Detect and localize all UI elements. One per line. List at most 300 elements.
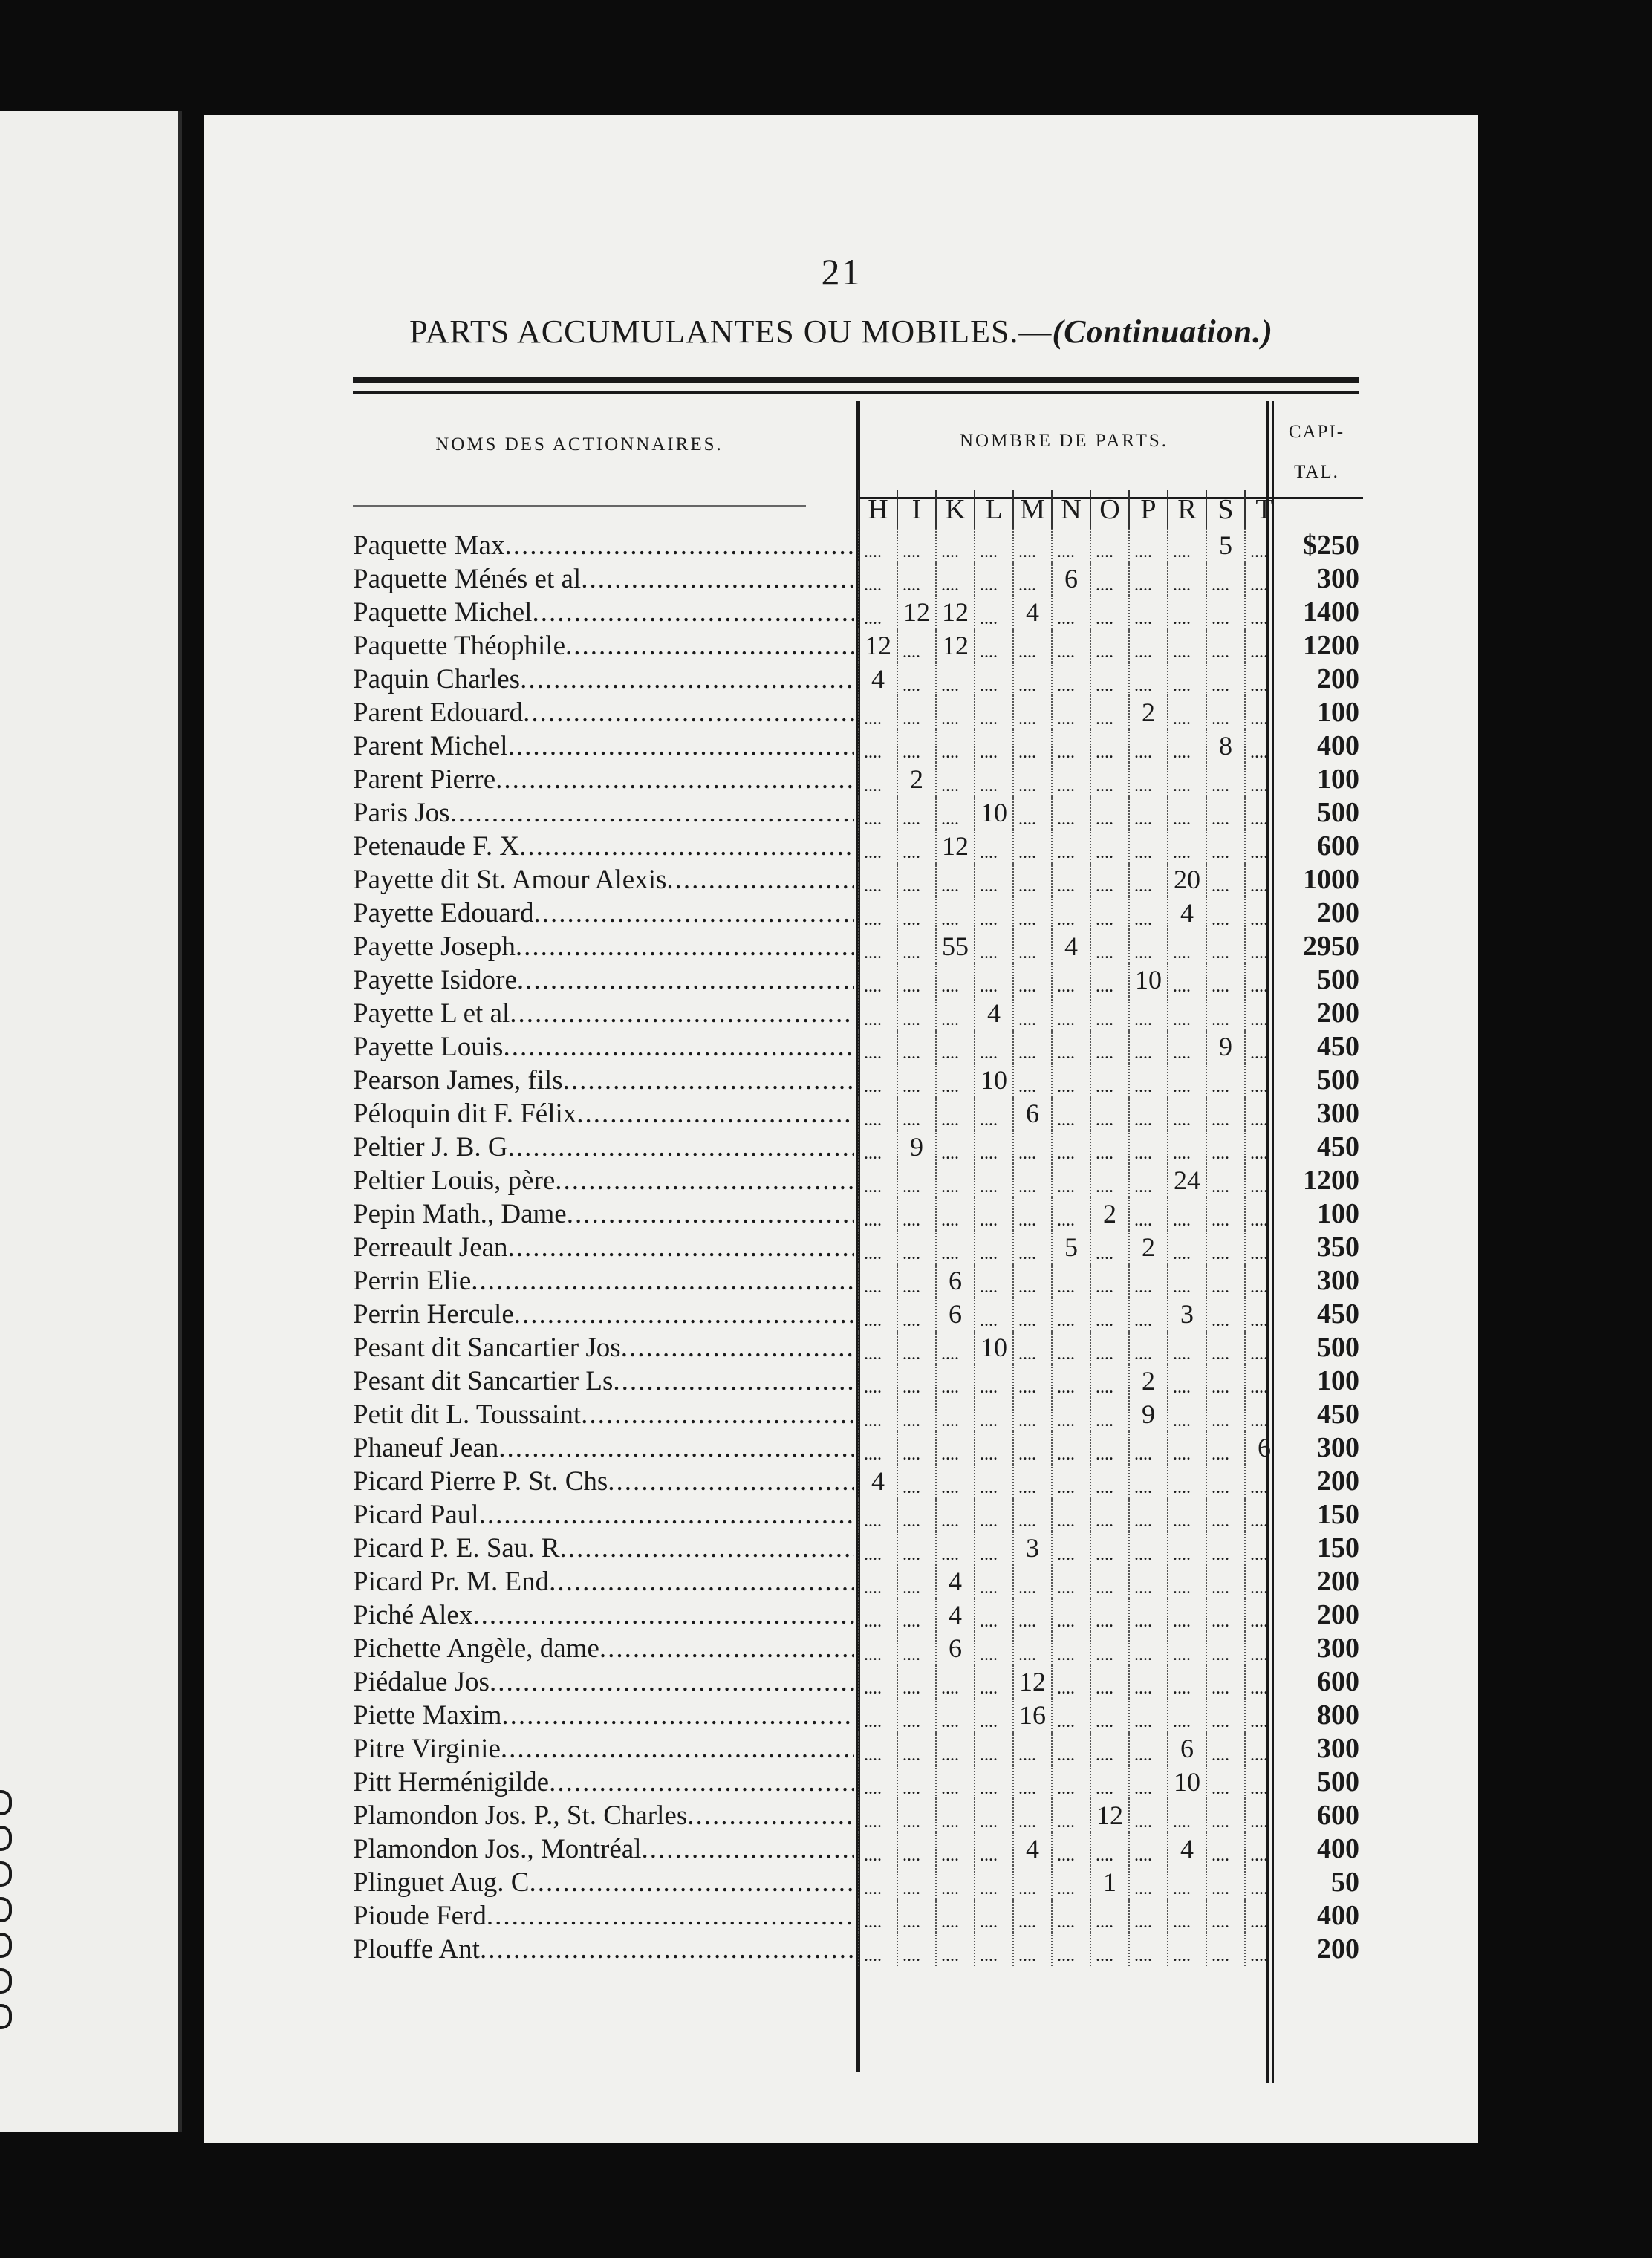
shareholder-name: Paquette Théophile ..... bbox=[353, 629, 854, 663]
parts-cell-s: 9 bbox=[1206, 1030, 1244, 1064]
capital-value: 1000 bbox=[1303, 864, 1359, 895]
parts-cell-p bbox=[1128, 1097, 1167, 1130]
parts-cell-n bbox=[1051, 897, 1090, 930]
parts-cell-r bbox=[1167, 1064, 1206, 1097]
parts-cell-r bbox=[1167, 1398, 1206, 1431]
parts-cell-i bbox=[897, 1431, 935, 1465]
parts-cell-n: 4 bbox=[1051, 930, 1090, 963]
parts-cell-r: 20 bbox=[1167, 863, 1206, 897]
parts-cell-i bbox=[897, 1465, 935, 1498]
header-rule-thin bbox=[353, 391, 1359, 394]
parts-cell-p: 2 bbox=[1128, 1231, 1167, 1264]
parts-cell-n bbox=[1051, 1064, 1090, 1097]
parts-cell-s bbox=[1206, 1565, 1244, 1598]
shareholder-name: Paquette Michel ..... bbox=[353, 596, 854, 629]
parts-cell-s bbox=[1206, 1532, 1244, 1565]
parts-cell-i bbox=[897, 1799, 935, 1832]
parts-cell-k bbox=[935, 1331, 974, 1364]
parts-cell-s bbox=[1206, 897, 1244, 930]
parts-cell-m bbox=[1012, 796, 1051, 830]
parts-cell-n bbox=[1051, 696, 1090, 729]
parts-cell-o bbox=[1090, 796, 1128, 830]
parts-cell-p bbox=[1128, 1665, 1167, 1699]
shareholder-name: Perrin Hercule ..... bbox=[353, 1298, 854, 1331]
header-names: NOMS DES ACTIONNAIRES. bbox=[435, 435, 723, 455]
parts-cell-p bbox=[1128, 1866, 1167, 1899]
parts-cell-m bbox=[1012, 1064, 1051, 1097]
parts-cell-s bbox=[1206, 1866, 1244, 1899]
table-row bbox=[353, 529, 1363, 562]
parts-cell-k bbox=[935, 696, 974, 729]
parts-cell-p bbox=[1128, 1264, 1167, 1298]
shareholder-name: Picard Paul ..... bbox=[353, 1498, 854, 1532]
parts-cell-k bbox=[935, 1665, 974, 1699]
shareholder-name: Parent Edouard ..... bbox=[353, 696, 854, 729]
shareholder-name: Pitre Virginie ..... bbox=[353, 1732, 854, 1766]
parts-cell-o bbox=[1090, 763, 1128, 796]
parts-cell-l bbox=[974, 1164, 1012, 1197]
parts-cell-i bbox=[897, 897, 935, 930]
capital-value: 100 bbox=[1317, 764, 1359, 795]
shareholder-name: Plamondon Jos. P., St. Charles ..... bbox=[353, 1799, 854, 1832]
column-letter: H bbox=[858, 490, 897, 529]
parts-cell-k bbox=[935, 562, 974, 596]
parts-cell-s bbox=[1206, 796, 1244, 830]
parts-cell-l bbox=[974, 1465, 1012, 1498]
parts-cell-k bbox=[935, 1164, 974, 1197]
parts-cell-r bbox=[1167, 1665, 1206, 1699]
shareholder-name: Paquin Charles ..... bbox=[353, 663, 854, 696]
parts-cell-k bbox=[935, 763, 974, 796]
parts-cell-s bbox=[1206, 930, 1244, 963]
parts-cell-l bbox=[974, 1598, 1012, 1632]
parts-cell-r bbox=[1167, 763, 1206, 796]
parts-cell-m bbox=[1012, 930, 1051, 963]
parts-cell-s bbox=[1206, 1598, 1244, 1632]
parts-cell-h bbox=[858, 796, 897, 830]
parts-cell-n bbox=[1051, 1164, 1090, 1197]
parts-cell-h bbox=[858, 1732, 897, 1766]
parts-cell-o bbox=[1090, 1364, 1128, 1398]
capital-value: 1200 bbox=[1303, 630, 1359, 661]
shareholder-name: Payette Joseph ..... bbox=[353, 930, 854, 963]
parts-cell-l bbox=[974, 562, 1012, 596]
parts-cell-m bbox=[1012, 1331, 1051, 1364]
parts-cell-o bbox=[1090, 1532, 1128, 1565]
parts-cell-h bbox=[858, 562, 897, 596]
parts-cell-s bbox=[1206, 1665, 1244, 1699]
shareholder-name: Picard Pr. M. End ..... bbox=[353, 1565, 854, 1598]
parts-cell-m bbox=[1012, 863, 1051, 897]
header-capital-line2: TAL. bbox=[1294, 462, 1339, 482]
parts-cell-k: 6 bbox=[935, 1298, 974, 1331]
parts-cell-s bbox=[1206, 863, 1244, 897]
parts-cell-t: 6 bbox=[1244, 1431, 1283, 1465]
parts-cell-h bbox=[858, 596, 897, 629]
parts-cell-s bbox=[1206, 1264, 1244, 1298]
parts-cell-i bbox=[897, 529, 935, 562]
parts-cell-l bbox=[974, 1899, 1012, 1933]
parts-cell-k bbox=[935, 1398, 974, 1431]
parts-cell-p bbox=[1128, 1598, 1167, 1632]
parts-cell-n bbox=[1051, 1766, 1090, 1799]
table-row bbox=[353, 1866, 1363, 1899]
parts-cell-i bbox=[897, 1164, 935, 1197]
parts-cell-m bbox=[1012, 1565, 1051, 1598]
parts-cell-i bbox=[897, 1732, 935, 1766]
parts-cell-i bbox=[897, 1933, 935, 1966]
parts-cell-h bbox=[858, 997, 897, 1030]
parts-cell-h: 4 bbox=[858, 1465, 897, 1498]
parts-cell-s bbox=[1206, 830, 1244, 863]
parts-cell-p: 10 bbox=[1128, 963, 1167, 997]
parts-cell-m bbox=[1012, 1398, 1051, 1431]
parts-cell-h: 4 bbox=[858, 663, 897, 696]
shareholder-name: Plinguet Aug. C ..... bbox=[353, 1866, 854, 1899]
parts-cell-i bbox=[897, 562, 935, 596]
parts-cell-o bbox=[1090, 1331, 1128, 1364]
parts-cell-i bbox=[897, 1565, 935, 1598]
parts-cell-r bbox=[1167, 1264, 1206, 1298]
parts-cell-r bbox=[1167, 1097, 1206, 1130]
shareholder-name: Pioude Ferd ..... bbox=[353, 1899, 854, 1933]
shareholder-name: Pesant dit Sancartier Ls ..... bbox=[353, 1364, 854, 1398]
parts-cell-h bbox=[858, 1699, 897, 1732]
capital-value: 400 bbox=[1317, 1833, 1359, 1864]
parts-cell-p bbox=[1128, 930, 1167, 963]
shareholder-name: Paris Jos ..... bbox=[353, 796, 854, 830]
parts-cell-i bbox=[897, 1064, 935, 1097]
parts-cell-o bbox=[1090, 629, 1128, 663]
parts-cell-h bbox=[858, 1097, 897, 1130]
parts-cell-h bbox=[858, 1933, 897, 1966]
parts-cell-h bbox=[858, 729, 897, 763]
parts-cell-o bbox=[1090, 997, 1128, 1030]
parts-cell-h bbox=[858, 1130, 897, 1164]
parts-cell-o bbox=[1090, 696, 1128, 729]
capital-value: 50 bbox=[1331, 1867, 1359, 1898]
capital-value: 450 bbox=[1317, 1399, 1359, 1430]
parts-cell-i bbox=[897, 1766, 935, 1799]
table-row bbox=[353, 1264, 1363, 1298]
parts-cell-p bbox=[1128, 997, 1167, 1030]
parts-cell-k bbox=[935, 1431, 974, 1465]
table-row bbox=[353, 1097, 1363, 1130]
parts-cell-h bbox=[858, 1598, 897, 1632]
parts-cell-n bbox=[1051, 529, 1090, 562]
header-capital-line1: CAPI- bbox=[1288, 422, 1345, 442]
parts-cell-s bbox=[1206, 1699, 1244, 1732]
parts-cell-i bbox=[897, 963, 935, 997]
parts-cell-k bbox=[935, 963, 974, 997]
parts-cell-i bbox=[897, 1030, 935, 1064]
table-row bbox=[353, 1197, 1363, 1231]
capital-value: 300 bbox=[1317, 1633, 1359, 1664]
parts-cell-l bbox=[974, 1431, 1012, 1465]
parts-cell-i bbox=[897, 830, 935, 863]
capital-value: 200 bbox=[1317, 663, 1359, 694]
capital-value: 300 bbox=[1317, 1733, 1359, 1764]
parts-cell-m bbox=[1012, 1298, 1051, 1331]
parts-cell-h bbox=[858, 1197, 897, 1231]
parts-cell-k: 55 bbox=[935, 930, 974, 963]
parts-cell-p bbox=[1128, 1298, 1167, 1331]
table-row bbox=[353, 863, 1363, 897]
parts-cell-k bbox=[935, 997, 974, 1030]
parts-cell-l bbox=[974, 930, 1012, 963]
parts-cell-l bbox=[974, 1498, 1012, 1532]
shareholder-name: Peltier J. B. G ..... bbox=[353, 1130, 854, 1164]
shareholder-name: Petenaude F. X ..... bbox=[353, 830, 854, 863]
parts-cell-n bbox=[1051, 1498, 1090, 1532]
parts-cell-k bbox=[935, 1532, 974, 1565]
parts-cell-k: 12 bbox=[935, 596, 974, 629]
table-row bbox=[353, 1565, 1363, 1598]
parts-cell-o bbox=[1090, 1832, 1128, 1866]
parts-cell-i: 12 bbox=[897, 596, 935, 629]
shareholder-name: Peltier Louis, père ..... bbox=[353, 1164, 854, 1197]
parts-cell-p bbox=[1128, 1933, 1167, 1966]
shareholder-name: Paquette Ménés et al ..... bbox=[353, 562, 854, 596]
parts-cell-o bbox=[1090, 1097, 1128, 1130]
parts-cell-n: 6 bbox=[1051, 562, 1090, 596]
column-letter: R bbox=[1167, 490, 1206, 529]
parts-cell-o bbox=[1090, 1565, 1128, 1598]
parts-cell-s bbox=[1206, 562, 1244, 596]
parts-cell-m bbox=[1012, 1197, 1051, 1231]
shareholder-name: Piché Alex ..... bbox=[353, 1598, 854, 1632]
column-letter: S bbox=[1206, 490, 1244, 529]
capital-value: 500 bbox=[1317, 1766, 1359, 1797]
parts-cell-n bbox=[1051, 1899, 1090, 1933]
parts-cell-n bbox=[1051, 1866, 1090, 1899]
parts-cell-m bbox=[1012, 1632, 1051, 1665]
parts-cell-r bbox=[1167, 1130, 1206, 1164]
column-letter: O bbox=[1090, 490, 1128, 529]
table-row bbox=[353, 596, 1363, 629]
parts-cell-k: 12 bbox=[935, 830, 974, 863]
parts-cell-n bbox=[1051, 596, 1090, 629]
capital-value: 300 bbox=[1317, 1098, 1359, 1129]
capital-value: 600 bbox=[1317, 1666, 1359, 1697]
document-page bbox=[204, 115, 1478, 2143]
parts-cell-p bbox=[1128, 830, 1167, 863]
parts-cell-s bbox=[1206, 1331, 1244, 1364]
parts-cell-i bbox=[897, 930, 935, 963]
parts-cell-n bbox=[1051, 1364, 1090, 1398]
parts-cell-o bbox=[1090, 729, 1128, 763]
parts-cell-k bbox=[935, 1732, 974, 1766]
parts-cell-k bbox=[935, 529, 974, 562]
parts-cell-r bbox=[1167, 1532, 1206, 1565]
shareholder-name: Péloquin dit F. Félix ..... bbox=[353, 1097, 854, 1130]
parts-cell-s bbox=[1206, 1632, 1244, 1665]
parts-cell-l bbox=[974, 663, 1012, 696]
capital-value: 400 bbox=[1317, 1900, 1359, 1931]
parts-cell-n bbox=[1051, 1264, 1090, 1298]
parts-cell-l bbox=[974, 863, 1012, 897]
parts-cell-h bbox=[858, 1498, 897, 1532]
table-row bbox=[353, 629, 1363, 663]
parts-cell-n bbox=[1051, 1632, 1090, 1665]
parts-cell-l bbox=[974, 1097, 1012, 1130]
parts-cell-n bbox=[1051, 1832, 1090, 1866]
parts-cell-m bbox=[1012, 1164, 1051, 1197]
page-number: 21 bbox=[821, 251, 862, 293]
table-row bbox=[353, 1331, 1363, 1364]
parts-cell-p bbox=[1128, 1465, 1167, 1498]
parts-cell-r bbox=[1167, 1331, 1206, 1364]
parts-cell-i bbox=[897, 1598, 935, 1632]
parts-cell-h bbox=[858, 1064, 897, 1097]
parts-cell-r bbox=[1167, 1899, 1206, 1933]
parts-cell-h bbox=[858, 1766, 897, 1799]
parts-cell-n bbox=[1051, 1130, 1090, 1164]
parts-cell-r bbox=[1167, 1231, 1206, 1264]
parts-cell-k bbox=[935, 1899, 974, 1933]
table-row bbox=[353, 1766, 1363, 1799]
parts-cell-i bbox=[897, 663, 935, 696]
shareholder-name: Payette Louis ..... bbox=[353, 1030, 854, 1064]
parts-cell-s bbox=[1206, 1766, 1244, 1799]
table-row bbox=[353, 696, 1363, 729]
parts-cell-s bbox=[1206, 1364, 1244, 1398]
parts-cell-r bbox=[1167, 1799, 1206, 1832]
parts-cell-m bbox=[1012, 830, 1051, 863]
parts-cell-s bbox=[1206, 663, 1244, 696]
parts-cell-k bbox=[935, 1832, 974, 1866]
page-title bbox=[204, 313, 1478, 351]
parts-cell-m bbox=[1012, 663, 1051, 696]
parts-cell-m bbox=[1012, 1732, 1051, 1766]
parts-cell-n bbox=[1051, 1665, 1090, 1699]
parts-cell-k bbox=[935, 1866, 974, 1899]
parts-cell-m bbox=[1012, 1130, 1051, 1164]
parts-cell-l bbox=[974, 1364, 1012, 1398]
parts-cell-m bbox=[1012, 1766, 1051, 1799]
parts-cell-l bbox=[974, 897, 1012, 930]
parts-cell-h bbox=[858, 1665, 897, 1699]
parts-cell-p bbox=[1128, 1899, 1167, 1933]
shareholder-name: Piette Maxim ..... bbox=[353, 1699, 854, 1732]
table-row bbox=[353, 1398, 1363, 1431]
parts-cell-h bbox=[858, 1431, 897, 1465]
parts-cell-p bbox=[1128, 562, 1167, 596]
parts-cell-l: 10 bbox=[974, 1331, 1012, 1364]
parts-cell-r bbox=[1167, 830, 1206, 863]
parts-cell-h bbox=[858, 863, 897, 897]
parts-cell-h bbox=[858, 529, 897, 562]
parts-cell-s bbox=[1206, 763, 1244, 796]
title-main: PARTS ACCUMULANTES OU MOBILES.— bbox=[409, 313, 1053, 350]
column-letter: L bbox=[974, 490, 1012, 529]
parts-cell-p bbox=[1128, 1766, 1167, 1799]
parts-cell-l bbox=[974, 1130, 1012, 1164]
parts-cell-l bbox=[974, 1298, 1012, 1331]
title-suffix: (Continuation.) bbox=[1052, 313, 1273, 350]
parts-cell-l bbox=[974, 763, 1012, 796]
parts-cell-m bbox=[1012, 629, 1051, 663]
parts-cell-r: 24 bbox=[1167, 1164, 1206, 1197]
parts-cell-n bbox=[1051, 1532, 1090, 1565]
parts-cell-h bbox=[858, 1231, 897, 1264]
parts-cell-n bbox=[1051, 1933, 1090, 1966]
table-row bbox=[353, 729, 1363, 763]
parts-cell-i bbox=[897, 1699, 935, 1732]
parts-cell-s bbox=[1206, 1933, 1244, 1966]
parts-cell-o bbox=[1090, 863, 1128, 897]
capital-value: 800 bbox=[1317, 1699, 1359, 1731]
column-letter: I bbox=[897, 490, 935, 529]
parts-cell-o bbox=[1090, 1030, 1128, 1064]
parts-cell-i: 2 bbox=[897, 763, 935, 796]
parts-cell-n bbox=[1051, 1565, 1090, 1598]
parts-cell-p: 2 bbox=[1128, 696, 1167, 729]
table-row bbox=[353, 796, 1363, 830]
parts-cell-l bbox=[974, 596, 1012, 629]
parts-cell-h bbox=[858, 930, 897, 963]
parts-cell-m bbox=[1012, 1231, 1051, 1264]
parts-cell-k bbox=[935, 1699, 974, 1732]
parts-cell-s: 5 bbox=[1206, 529, 1244, 562]
parts-cell-h bbox=[858, 1030, 897, 1064]
parts-cell-n bbox=[1051, 629, 1090, 663]
parts-cell-r bbox=[1167, 1431, 1206, 1465]
parts-cell-k bbox=[935, 897, 974, 930]
parts-cell-r bbox=[1167, 596, 1206, 629]
shareholder-name: Perreault Jean ..... bbox=[353, 1231, 854, 1264]
table-row bbox=[353, 1030, 1363, 1064]
parts-cell-h bbox=[858, 763, 897, 796]
capital-value: 600 bbox=[1317, 830, 1359, 862]
parts-cell-k bbox=[935, 1933, 974, 1966]
parts-cell-i bbox=[897, 1532, 935, 1565]
parts-cell-k bbox=[935, 1364, 974, 1398]
parts-cell-l bbox=[974, 696, 1012, 729]
parts-cell-n bbox=[1051, 1331, 1090, 1364]
capital-value: 400 bbox=[1317, 730, 1359, 761]
capital-value: 450 bbox=[1317, 1298, 1359, 1330]
table-row bbox=[353, 1699, 1363, 1732]
capital-value: 2950 bbox=[1303, 931, 1359, 962]
parts-cell-m bbox=[1012, 1264, 1051, 1298]
table-row bbox=[353, 1899, 1363, 1933]
table-row bbox=[353, 1465, 1363, 1498]
parts-cell-i bbox=[897, 863, 935, 897]
parts-cell-i bbox=[897, 1498, 935, 1532]
table-row bbox=[353, 1832, 1363, 1866]
parts-cell-m bbox=[1012, 1364, 1051, 1398]
capital-value: 500 bbox=[1317, 1332, 1359, 1363]
parts-cell-i: 9 bbox=[897, 1130, 935, 1164]
shareholder-name: Parent Pierre ..... bbox=[353, 763, 854, 796]
parts-cell-s bbox=[1206, 696, 1244, 729]
parts-cell-n bbox=[1051, 1097, 1090, 1130]
parts-cell-i bbox=[897, 1264, 935, 1298]
parts-cell-n bbox=[1051, 1431, 1090, 1465]
parts-cell-r bbox=[1167, 1465, 1206, 1498]
capital-value: 450 bbox=[1317, 1131, 1359, 1162]
parts-cell-l: 10 bbox=[974, 1064, 1012, 1097]
parts-cell-h bbox=[858, 1298, 897, 1331]
parts-cell-r bbox=[1167, 1866, 1206, 1899]
parts-cell-o bbox=[1090, 562, 1128, 596]
capital-value: 450 bbox=[1317, 1031, 1359, 1062]
parts-cell-i bbox=[897, 629, 935, 663]
shareholder-name: Petit dit L. Toussaint ..... bbox=[353, 1398, 854, 1431]
parts-cell-p: 9 bbox=[1128, 1398, 1167, 1431]
capital-value: 200 bbox=[1317, 1566, 1359, 1597]
